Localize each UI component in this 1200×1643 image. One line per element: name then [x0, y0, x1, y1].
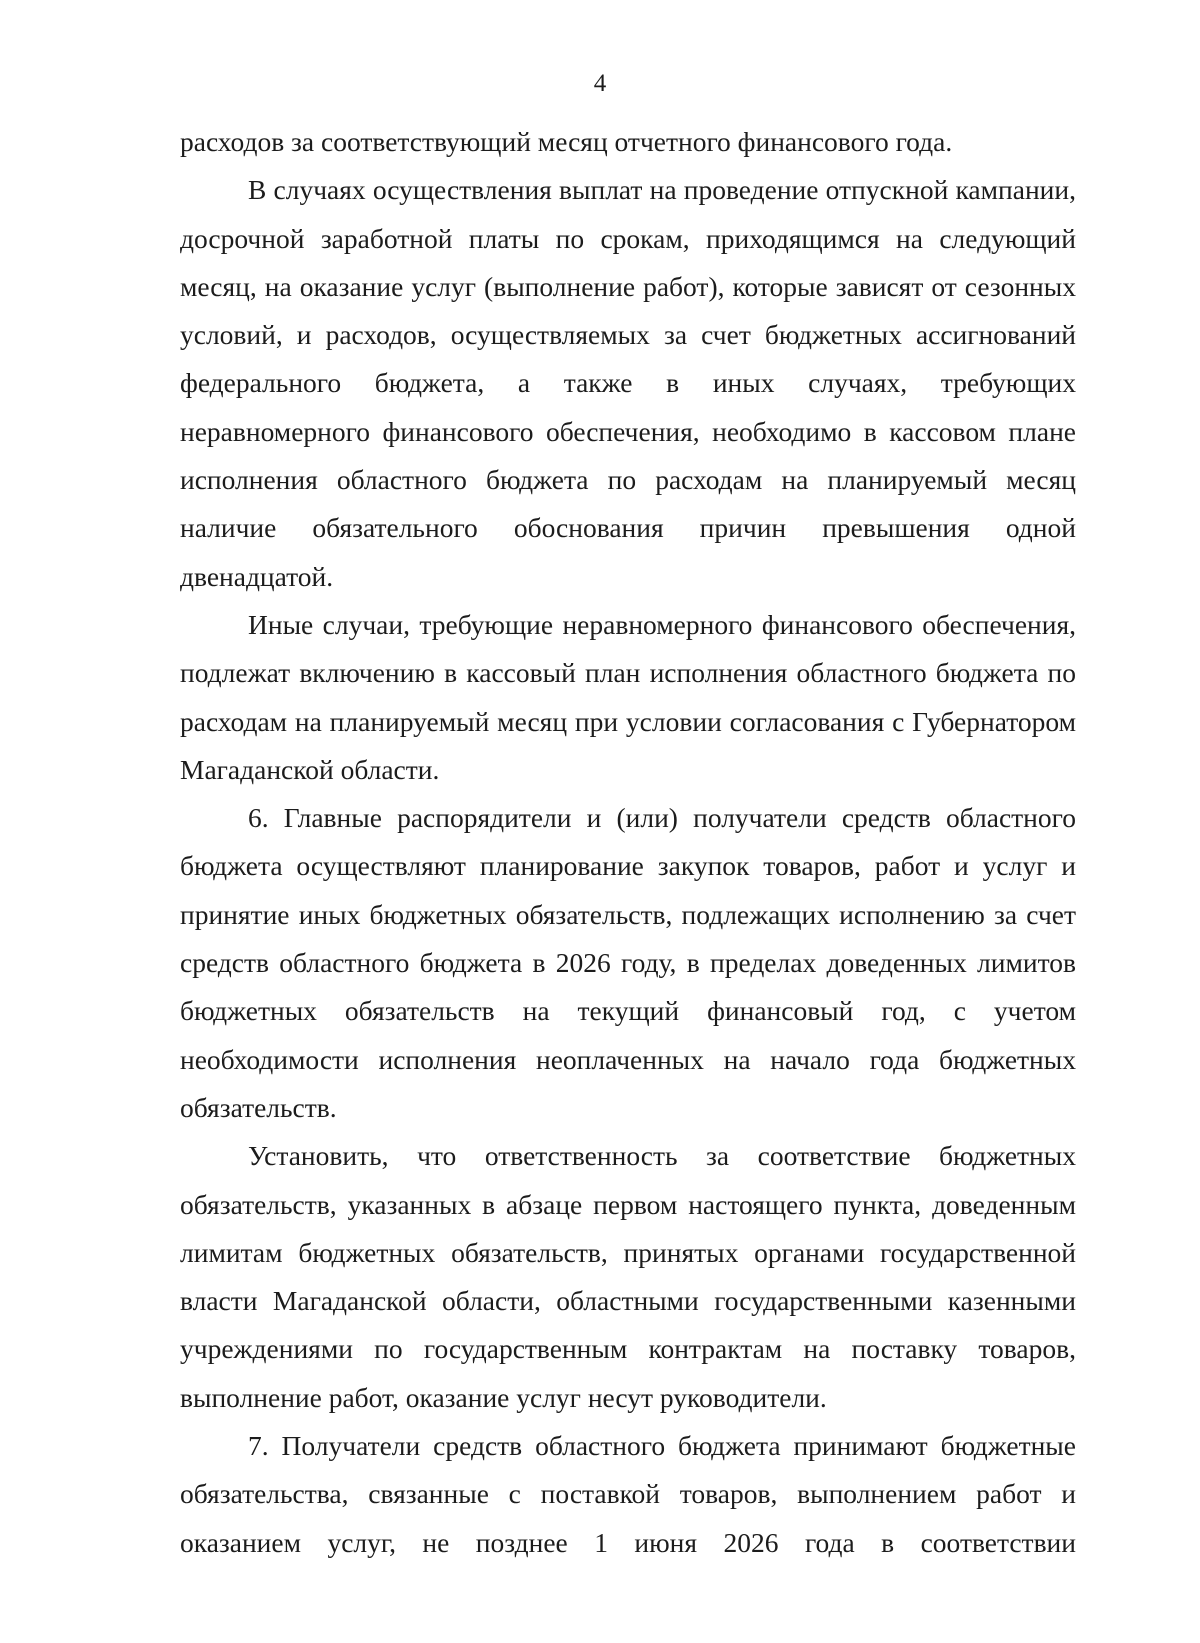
paragraph-seasonal-payments: В случаях осуществления выплат на проведение отпускной кампании, досрочной заработной платы по срокам, приходящимся на следующий месяц, на оказание услуг (выполнение работ), которые зависят от сезонных условий, и расходов, осуществляемых за счет бюджетных ассигнований федерального бюджета, а также в иных случаях, требующих неравномерного финансового обеспечения, необходимо в кассовом плане исполнения областного бюджета по расходам на планируемый месяц наличие обязательного обоснования причин превышения одной двенадцатой.	[180, 174, 1076, 592]
page-number: 4	[593, 70, 607, 97]
paragraph-item-7: 7. Получатели средств областного бюджета принимают бюджетные обязательства, связанные с поставкой товаров, выполнением работ и оказанием услуг, не позднее 1 июня 2026 года в соответствии	[180, 1430, 1076, 1558]
document-body	[180, 118, 1076, 1567]
paragraph-responsibility: Установить, что ответственность за соответствие бюджетных обязательств, указанных в абзаце первом настоящего пункта, доведенным лимитам бюджетных обязательств, принятых органами государственной власти Магаданской области, областными государственными казенными учреждениями по государственным контрактам на поставку товаров, выполнение работ, оказание услуг несут руководители.	[180, 1140, 1076, 1413]
paragraph-continuation: расходов за соответствующий месяц отчетного финансового года.	[180, 126, 953, 157]
paragraph-other-cases: Иные случаи, требующие неравномерного финансового обеспечения, подлежат включению в кассовый план исполнения областного бюджета по расходам на планируемый месяц при условии согласования с Губернатором Магаданской области.	[180, 608, 1076, 785]
paragraph-item-6: 6. Главные распорядители и (или) получатели средств областного бюджета осуществляют планирование закупок товаров, работ и услуг и принятие иных бюджетных обязательств, подлежащих исполнению за счет средств областного бюджета в 2026 году, в пределах доведенных лимитов бюджетных обязательств на текущий финансовый год, с учетом необходимости исполнения неоплаченных на начало года бюджетных обязательств.	[180, 802, 1076, 1123]
